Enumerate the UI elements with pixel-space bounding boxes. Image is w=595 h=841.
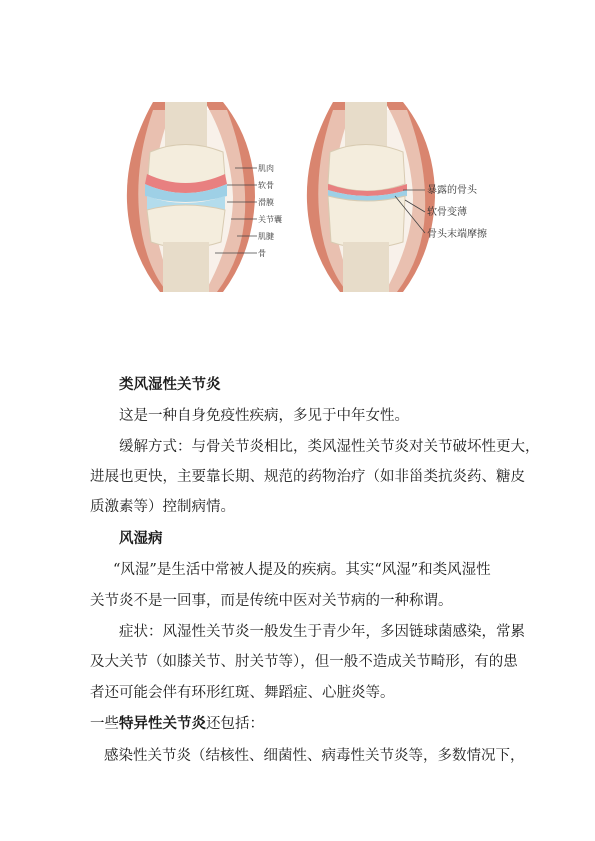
label-bone: 骨: [258, 249, 266, 258]
label-bone-ends-rubbing: 骨头末端摩擦: [427, 229, 487, 240]
paragraph-line: 进展也更快，主要靠长期、规范的药物治疗（如非甾类抗炎药、糖皮: [90, 469, 525, 485]
paragraph-line: 这是一种自身免疫性疾病，多见于中年女性。: [119, 408, 409, 424]
paragraph-line: 及大关节（如膝关节、肘关节等），但一般不造成关节畸形，有的患: [90, 654, 518, 670]
bold-term: 特异性关节炎: [119, 715, 206, 732]
heading-rheumatism: 风湿病: [119, 530, 163, 547]
heading-rheumatoid-arthritis: 类风湿性关节炎: [119, 376, 221, 393]
text-prefix: 一些: [90, 716, 119, 732]
paragraph-line: 关节炎不是一回事，而是传统中医对关节病的一种称谓。: [90, 593, 453, 609]
paragraph-line: “风湿”是生活中常被人提及的疾病。其实“风湿”和类风湿性: [113, 562, 491, 578]
label-cartilage: 软骨: [258, 181, 274, 190]
healthy-knee-diagram: [105, 92, 295, 302]
label-joint-capsule: 关节囊: [258, 215, 282, 224]
label-thinned-cartilage: 软骨变薄: [427, 207, 467, 218]
paragraph-line: 质激素等）控制病情。: [90, 499, 235, 515]
text-suffix: 还包括：: [206, 716, 264, 732]
label-synovium: 滑膜: [258, 198, 274, 207]
paragraph-line: 感染性关节炎（结核性、细菌性、病毒性关节炎等，多数情况下，: [104, 748, 525, 764]
label-muscle: 肌肉: [258, 164, 274, 173]
paragraph-line: 症状：风湿性关节炎一般发生于青少年，多因链球菌感染，常累: [119, 624, 525, 640]
paragraph-line: 者还可能会伴有环形红斑、舞蹈症、心脏炎等。: [90, 685, 395, 701]
label-tendon: 肌腱: [258, 232, 274, 241]
paragraph-line-specific-arthritis: [90, 714, 264, 734]
knee-joint-illustration: [105, 92, 505, 302]
label-exposed-bone: 暴露的骨头: [427, 185, 477, 196]
arthritic-knee-diagram: [295, 92, 505, 302]
paragraph-line: 缓解方式：与骨关节炎相比，类风湿性关节炎对关节破坏性更大，: [119, 439, 540, 455]
